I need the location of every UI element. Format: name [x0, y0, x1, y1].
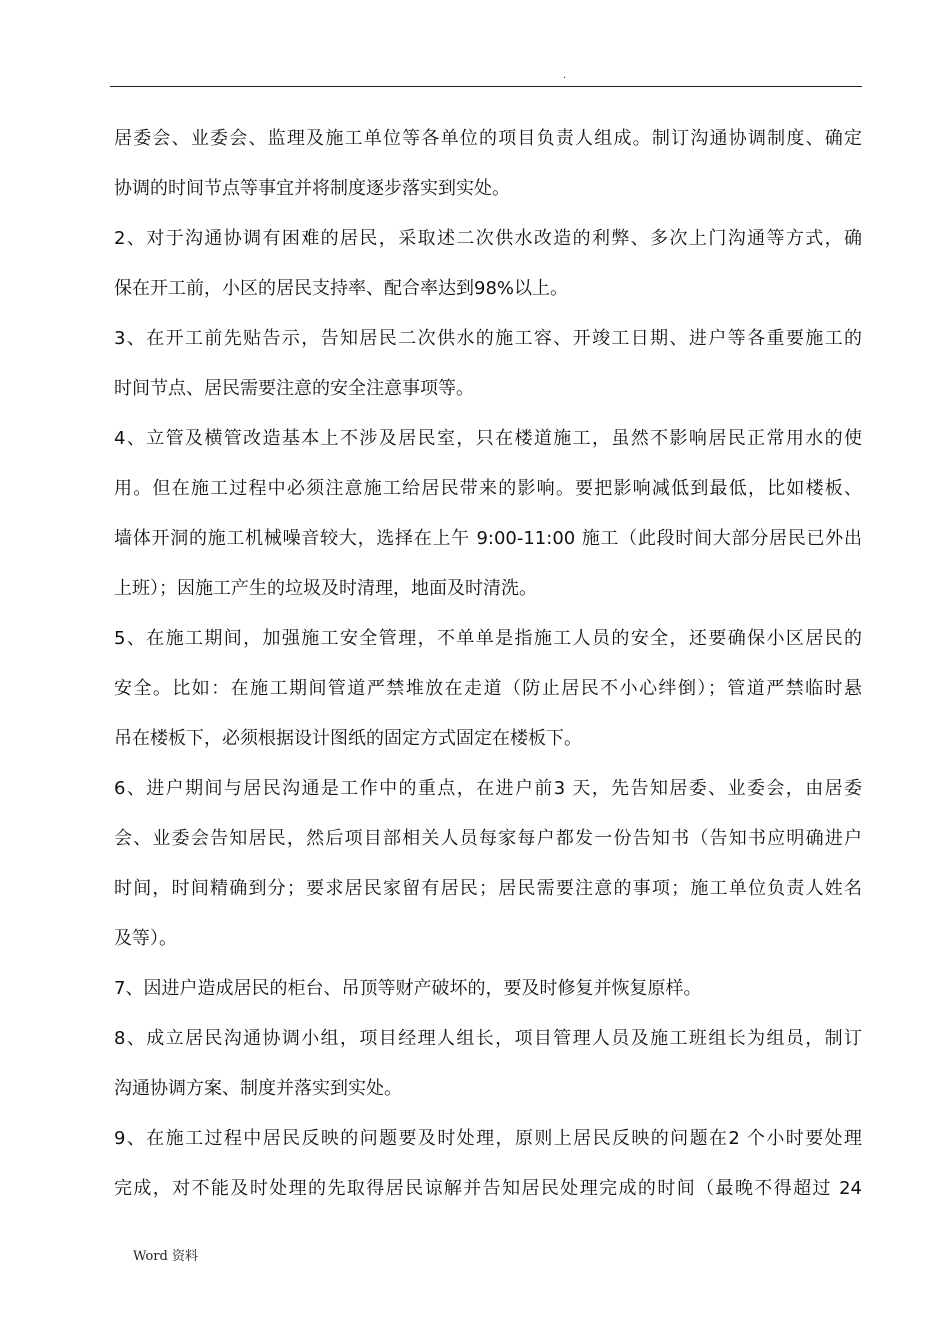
text-line: 居委会、业委会、监理及施工单位等各单位的项目负责人组成。制订沟通协调制度、确定: [114, 128, 862, 149]
text-line: 完成，对不能及时处理的先取得居民谅解并告知居民处理完成的时间（最晚不得超过 24: [114, 1178, 862, 1199]
text-line: 会、业委会告知居民，然后项目部相关人员每家每户都发一份告知书（告知书应明确进户: [114, 828, 862, 849]
text-line: 上班）；因施工产生的垃圾及时清理，地面及时清洗。: [114, 578, 537, 599]
text-line: 吊在楼板下，必须根据设计图纸的固定方式固定在楼板下。: [114, 728, 582, 749]
text-line: 时间节点、居民需要注意的安全注意事项等。: [114, 378, 474, 399]
text-line: 9、在施工过程中居民反映的问题要及时处理，原则上居民反映的问题在2 个小时要处理: [114, 1128, 862, 1149]
text-line: 墙体开洞的施工机械噪音较大，选择在上午 9:00-11:00 施工（此段时间大部分居民已外出: [114, 528, 862, 549]
header-dot: .: [563, 70, 567, 81]
text-line: 保在开工前，小区的居民支持率、配合率达到98%以上。: [114, 278, 569, 299]
text-line: 7、因进户造成居民的柜台、吊顶等财产破坏的，要及时修复并恢复原样。: [114, 978, 702, 999]
body-text: [114, 114, 862, 1214]
text-line: 5、在施工期间，加强施工安全管理，不单单是指施工人员的安全，还要确保小区居民的: [114, 628, 862, 649]
text-line: 8、成立居民沟通协调小组，项目经理人组长，项目管理人员及施工班组长为组员，制订: [114, 1028, 862, 1049]
text-line: 时间，时间精确到分；要求居民家留有居民；居民需要注意的事项；施工单位负责人姓名: [114, 878, 862, 899]
text-line: 4、立管及横管改造基本上不涉及居民室，只在楼道施工，虽然不影响居民正常用水的使: [114, 428, 862, 449]
text-line: 及等）。: [114, 928, 177, 949]
text-line: 6、进户期间与居民沟通是工作中的重点，在进户前3 天，先告知居委、业委会，由居委: [114, 778, 862, 799]
text-line: 2、对于沟通协调有困难的居民，采取述二次供水改造的利弊、多次上门沟通等方式，确: [114, 228, 862, 249]
text-line: 协调的时间节点等事宜并将制度逐步落实到实处。: [114, 178, 510, 199]
text-line: 用。但在施工过程中必须注意施工给居民带来的影响。要把影响减低到最低，比如楼板、: [114, 478, 862, 499]
text-line: 沟通协调方案、制度并落实到实处。: [114, 1078, 402, 1099]
text-line: 3、在开工前先贴告示，告知居民二次供水的施工容、开竣工日期、进户等各重要施工的: [114, 328, 862, 349]
footer-label: Word 资料: [133, 1249, 198, 1264]
header-rule: [110, 86, 862, 87]
text-line: 安全。比如：在施工期间管道严禁堆放在走道（防止居民不小心绊倒）；管道严禁临时悬: [114, 678, 862, 699]
